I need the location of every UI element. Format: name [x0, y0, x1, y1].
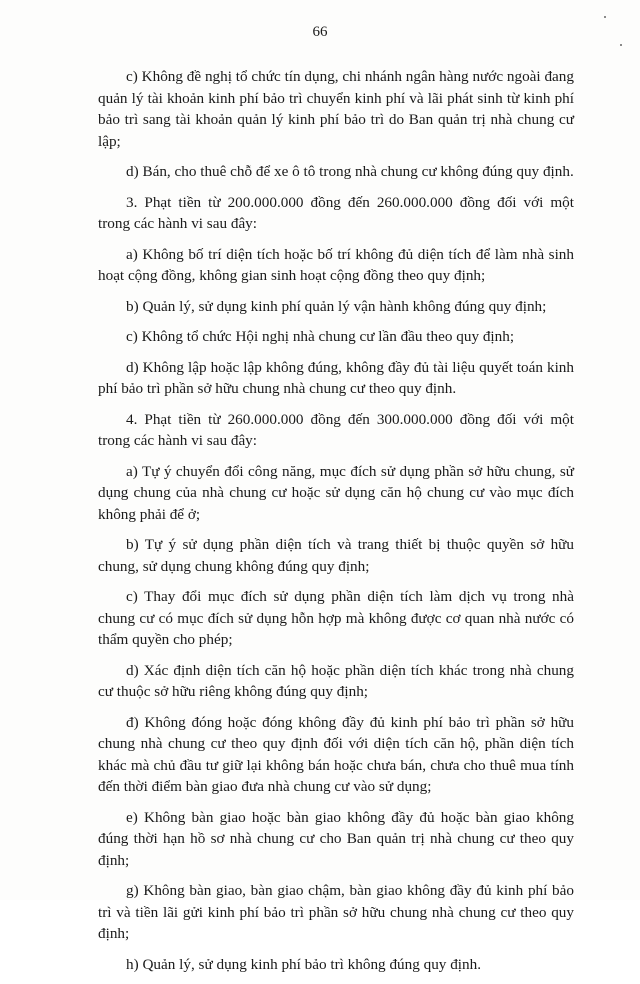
- paragraph: e) Không bàn giao hoặc bàn giao không đầy đủ hoặc bàn giao không đúng thời hạn hồ sơ nhà chung cư cho Ban quản trị nhà chung cư theo quy định;: [98, 808, 574, 869]
- document-body: [98, 66, 574, 984]
- paragraph: d) Bán, cho thuê chỗ để xe ô tô trong nhà chung cư không đúng quy định.: [126, 163, 574, 180]
- page-number: 66: [312, 24, 328, 40]
- paragraph: c) Thay đổi mục đích sử dụng phần diện tích làm dịch vụ trong nhà chung cư có mục đích sử dụng hỗn hợp mà không được cơ quan nhà nước có thẩm quyền cho phép;: [98, 588, 574, 648]
- paragraph: 3. Phạt tiền từ 200.000.000 đồng đến 260.000.000 đồng đối với một trong các hành vi sau đây:: [98, 193, 574, 232]
- scan-speck: [620, 44, 622, 46]
- paragraph: b) Quản lý, sử dụng kinh phí quản lý vận hành không đúng quy định;: [126, 297, 547, 315]
- paragraph: a) Không bố trí diện tích hoặc bố trí không đủ diện tích để làm nhà sinh hoạt cộng đồng, không gian sinh hoạt cộng đồng theo quy định;: [98, 245, 574, 284]
- paragraph: a) Tự ý chuyển đổi công năng, mục đích sử dụng phần sở hữu chung, sử dụng chung của nhà chung cư hoặc sử dụng căn hộ chung cư vào mục đích không phải để ở;: [98, 462, 574, 523]
- paragraph: g) Không bàn giao, bàn giao chậm, bàn giao không đầy đủ kinh phí bảo trì và tiền lãi gửi kinh phí bảo trì phần sở hữu chung nhà chung cư theo quy định;: [98, 882, 574, 942]
- paragraph: đ) Không đóng hoặc đóng không đầy đủ kinh phí bảo trì phần sở hữu chung nhà chung cư theo quy định đối với diện tích căn hộ, phần diện tích khác mà chủ đầu tư giữ lại không bán hoặc chưa bán, chưa cho thuê mua tính đến thời điểm bàn giao đưa nhà chung cư vào sử dụng;: [98, 713, 574, 795]
- scan-speck: [604, 16, 606, 18]
- paragraph: d) Không lập hoặc lập không đúng, không đầy đủ tài liệu quyết toán kinh phí bảo trì phần sở hữu chung nhà chung cư theo quy định.: [98, 358, 574, 397]
- paragraph: b) Tự ý sử dụng phần diện tích và trang thiết bị thuộc quyền sở hữu chung, sử dụng chung không đúng quy định;: [98, 536, 574, 575]
- paragraph: c) Không đề nghị tổ chức tín dụng, chi nhánh ngân hàng nước ngoài đang quản lý tài khoản kinh phí bảo trì chuyển kinh phí và lãi phát sinh từ kinh phí bảo trì sang tài khoản quản lý kinh phí bảo trì do Ban quản trị nhà chung cư lập;: [98, 68, 574, 150]
- paragraph: h) Quản lý, sử dụng kinh phí bảo trì không đúng quy định.: [126, 955, 481, 973]
- paragraph: c) Không tổ chức Hội nghị nhà chung cư lần đầu theo quy định;: [126, 328, 515, 345]
- paragraph: 4. Phạt tiền từ 260.000.000 đồng đến 300.000.000 đồng đối với một trong các hành vi sau đây:: [98, 410, 574, 449]
- paragraph: d) Xác định diện tích căn hộ hoặc phần diện tích khác trong nhà chung cư thuộc sở hữu riêng không đúng quy định;: [98, 661, 574, 700]
